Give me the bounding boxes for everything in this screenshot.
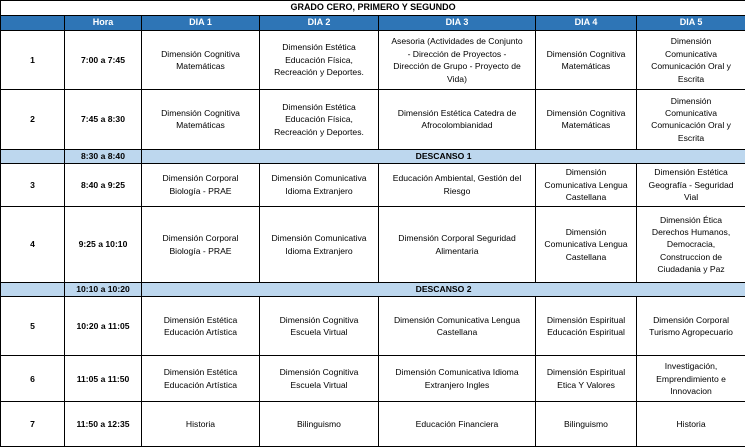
header-dia-1: DIA 1	[142, 16, 260, 31]
subject-cell-dia-2	[260, 31, 379, 90]
subject-line: Dimensión Comunicativa Lengua	[393, 314, 521, 325]
subject-cell-dia-4	[536, 90, 637, 149]
subject-line: Afrocolombianidad	[421, 120, 493, 131]
subject-line: Dimensión Comunicativa	[271, 233, 367, 244]
subject-cell-dia-1	[142, 356, 260, 402]
subject-cell-dia-1	[142, 207, 260, 283]
subject-cell-dia-1	[142, 402, 260, 447]
header-dia-3: DIA 3	[379, 16, 536, 31]
subject-line: - Dirección de Proyectos -	[407, 48, 507, 59]
subject-line: Dimensión Ética	[660, 214, 723, 225]
subject-line: Biología - PRAE	[169, 245, 232, 256]
subject-cell-dia-5	[637, 31, 745, 90]
period-number: 1	[1, 31, 65, 90]
subject-line: Escrita	[677, 132, 705, 143]
subject-line: Recreación y Deportes.	[274, 67, 364, 78]
period-time: 8:40 a 9:25	[65, 163, 142, 207]
subject-line: Dimensión	[565, 167, 607, 178]
subject-cell-dia-5	[637, 90, 745, 149]
subject-line: Extranjero Ingles	[424, 379, 490, 390]
subject-cell-dia-3	[379, 402, 536, 447]
subject-cell-dia-2	[260, 163, 379, 207]
subject-line: Comunicativa Lengua	[544, 179, 628, 190]
period-number: 5	[1, 297, 65, 356]
subject-line: Dimensión Estética	[163, 367, 238, 378]
period-time: 10:20 a 11:05	[65, 297, 142, 356]
subject-cell-dia-2	[260, 402, 379, 447]
subject-cell-dia-2	[260, 356, 379, 402]
subject-line: Dimensión Espiritual	[546, 314, 626, 325]
subject-line: Comunicación Oral y	[651, 61, 731, 72]
schedule-title: GRADO CERO, PRIMERO Y SEGUNDO	[1, 1, 745, 16]
subject-cell-dia-4	[536, 402, 637, 447]
subject-cell-dia-1	[142, 31, 260, 90]
subject-line: Dimensión	[565, 227, 607, 238]
period-time: 11:05 a 11:50	[65, 356, 142, 402]
subject-line: Geografía - Seguridad	[648, 179, 734, 190]
subject-cell-dia-5	[637, 163, 745, 207]
subject-line: Educación Física,	[285, 114, 353, 125]
schedule-body	[1, 31, 745, 447]
break-label: DESCANSO 2	[142, 283, 745, 297]
subject-cell-dia-4	[536, 31, 637, 90]
subject-line: Alimentaria	[435, 245, 479, 256]
subject-line: Comunicación Oral y	[651, 120, 731, 131]
subject-cell-dia-5	[637, 297, 745, 356]
subject-cell-dia-2	[260, 90, 379, 149]
subject-line: Etica Y Valores	[557, 379, 615, 390]
subject-cell-dia-4	[536, 207, 637, 283]
period-row	[1, 90, 745, 149]
subject-cell-dia-3	[379, 31, 536, 90]
subject-line: Asesoria (Actividades de Conjunto	[391, 36, 523, 47]
header-dia-4: DIA 4	[536, 16, 637, 31]
period-time: 7:45 a 8:30	[65, 90, 142, 149]
subject-cell-dia-3	[379, 90, 536, 149]
subject-cell-dia-4	[536, 297, 637, 356]
subject-line: Educación Ambiental, Gestión del	[392, 173, 522, 184]
period-row	[1, 356, 745, 402]
subject-cell-dia-5	[637, 402, 745, 447]
subject-cell-dia-3	[379, 207, 536, 283]
subject-line: Educación Artística	[163, 327, 238, 338]
break-row	[1, 283, 745, 297]
subject-line: Dimensión Corporal	[653, 314, 730, 325]
subject-line: Dimensión Estética	[163, 314, 238, 325]
subject-line: Idioma Extranjero	[285, 245, 353, 256]
subject-line: Castellana	[565, 251, 607, 262]
header-hora: Hora	[65, 16, 142, 31]
subject-line: Comunicativa	[665, 107, 718, 118]
subject-cell-dia-3	[379, 297, 536, 356]
break-number-cell	[1, 283, 65, 297]
subject-line: Dimensión	[670, 36, 712, 47]
period-time: 9:25 a 10:10	[65, 207, 142, 283]
break-time: 10:10 a 10:20	[65, 283, 142, 297]
subject-line: Democracia,	[666, 239, 716, 250]
period-number: 4	[1, 207, 65, 283]
break-row	[1, 149, 745, 163]
period-row	[1, 31, 745, 90]
period-number: 6	[1, 356, 65, 402]
subject-line: Comunicativa	[665, 48, 718, 59]
period-number: 3	[1, 163, 65, 207]
subject-line: Investigación,	[664, 361, 718, 372]
subject-cell-dia-2	[260, 297, 379, 356]
subject-line: Escrita	[677, 73, 705, 84]
subject-line: Bilinguismo	[297, 418, 341, 429]
subject-cell-dia-5	[637, 356, 745, 402]
subject-line: Educación Financiera	[415, 418, 499, 429]
subject-line: Matemáticas	[176, 61, 225, 72]
subject-line: Escuela Virtual	[290, 379, 348, 390]
subject-line: Dimensión Corporal	[162, 233, 239, 244]
subject-line: Matemáticas	[176, 120, 225, 131]
break-number-cell	[1, 149, 65, 163]
subject-line: Emprendimiento e	[656, 373, 726, 384]
break-time: 8:30 a 8:40	[65, 149, 142, 163]
subject-line: Dimensión Corporal	[162, 173, 239, 184]
subject-line: Ciudadania y Paz	[657, 264, 725, 275]
break-label: DESCANSO 1	[142, 149, 745, 163]
subject-line: Matemáticas	[561, 120, 611, 131]
header-number	[1, 16, 65, 31]
subject-line: Educación Artística	[163, 379, 238, 390]
subject-line: Educación Física,	[285, 54, 353, 65]
subject-cell-dia-3	[379, 163, 536, 207]
subject-line: Dimensión Estética Catedra de	[397, 107, 517, 118]
period-time: 7:00 a 7:45	[65, 31, 142, 90]
period-time: 11:50 a 12:35	[65, 402, 142, 447]
subject-line: Vial	[683, 192, 699, 203]
subject-line: Innovacion	[670, 386, 712, 397]
period-number: 2	[1, 90, 65, 149]
subject-line: Matemáticas	[561, 61, 611, 72]
subject-line: Dimensión Cognitiva	[546, 107, 626, 118]
subject-cell-dia-3	[379, 356, 536, 402]
subject-line: Construccion de	[659, 251, 723, 262]
subject-line: Castellana	[436, 327, 478, 338]
subject-line: Comunicativa Lengua	[544, 239, 628, 250]
subject-line: Dimensión Espiritual	[546, 367, 626, 378]
subject-line: Historia	[185, 418, 216, 429]
subject-line: Dimensión Cognitiva	[546, 48, 626, 59]
subject-line: Educación Espiritual	[547, 327, 625, 338]
period-row	[1, 163, 745, 207]
subject-line: Castellana	[565, 192, 607, 203]
subject-line: Dimensión Cognitiva	[279, 367, 359, 378]
subject-line: Dimensión Estética	[654, 167, 728, 178]
period-number: 7	[1, 402, 65, 447]
subject-line: Dimensión Comunicativa Idioma	[395, 367, 519, 378]
subject-line: Dimensión Estética	[282, 42, 356, 53]
subject-line: Dimensión Estética	[282, 101, 356, 112]
subject-cell-dia-1	[142, 163, 260, 207]
subject-line: Idioma Extranjero	[285, 185, 353, 196]
subject-line: Escuela Virtual	[290, 327, 348, 338]
subject-line: Dimensión Cognitiva	[161, 107, 240, 118]
subject-line: Riesgo	[443, 185, 471, 196]
subject-line: Bilinguismo	[564, 418, 608, 429]
period-row	[1, 402, 745, 447]
subject-cell-dia-1	[142, 297, 260, 356]
subject-line: Turismo Agropecuario	[649, 327, 733, 338]
subject-cell-dia-1	[142, 90, 260, 149]
period-row	[1, 297, 745, 356]
subject-line: Historia	[676, 418, 706, 429]
subject-line: Dirección de Grupo - Proyecto de	[393, 61, 521, 72]
subject-line: Derechos Humanos,	[651, 227, 731, 238]
subject-line: Dimensión Corporal Seguridad	[398, 233, 516, 244]
header-dia-5: DIA 5	[637, 16, 745, 31]
subject-cell-dia-2	[260, 207, 379, 283]
subject-cell-dia-4	[536, 163, 637, 207]
subject-line: Recreación y Deportes.	[274, 126, 364, 137]
header-dia-2: DIA 2	[260, 16, 379, 31]
subject-line: Dimensión Cognitiva	[161, 48, 240, 59]
subject-line: Dimensión Comunicativa	[271, 173, 367, 184]
subject-line: Biología - PRAE	[169, 185, 232, 196]
subject-line: Vida)	[447, 73, 467, 84]
period-row	[1, 207, 745, 283]
subject-line: Dimensión	[670, 95, 712, 106]
subject-line: Dimensión Cognitiva	[279, 314, 359, 325]
subject-cell-dia-5	[637, 207, 745, 283]
subject-cell-dia-4	[536, 356, 637, 402]
